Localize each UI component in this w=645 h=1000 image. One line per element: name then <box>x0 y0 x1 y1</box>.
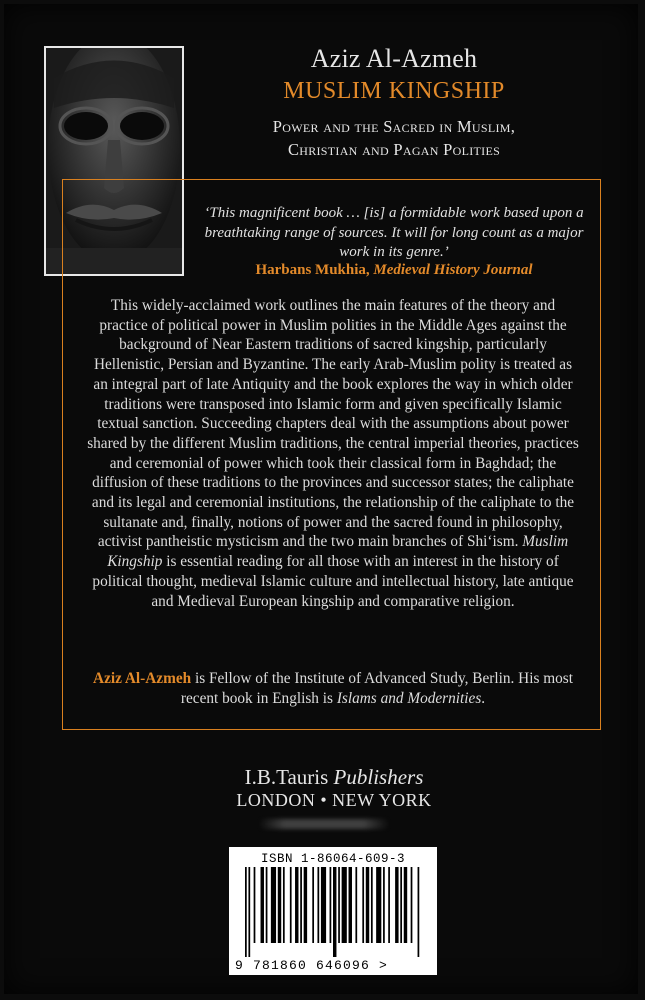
barcode-bar <box>342 867 347 943</box>
review-quote: ‘This magnificent book … [is] a formidable work based upon a breathtaking range of sources. It will for long count as a major work in its genre.’ <box>204 205 584 260</box>
barcode-bar <box>290 867 292 943</box>
subtitle-line-2: Christian and Pagan Polities <box>287 140 501 159</box>
book-subtitle <box>219 115 569 161</box>
book-back-cover <box>4 4 638 994</box>
barcode-bar <box>366 867 369 943</box>
barcode-bar <box>245 867 247 957</box>
barcode-bar <box>254 867 256 943</box>
barcode-bar <box>349 867 352 943</box>
quote-author: Harbans Mukhia, <box>255 262 370 278</box>
isbn-barcode <box>229 847 437 975</box>
barcode-bar <box>295 867 298 943</box>
barcode-bar <box>330 867 332 943</box>
barcode-bars <box>235 867 431 957</box>
barcode-bar <box>418 867 420 957</box>
barcode-bar <box>317 867 319 943</box>
barcode-bar <box>266 867 268 943</box>
barcode-bar <box>312 867 314 943</box>
isbn-label: ISBN 1-86064-609-3 <box>260 852 406 866</box>
barcode-bar <box>371 867 373 943</box>
barcode-bar <box>261 867 264 943</box>
barcode-bar <box>338 867 340 943</box>
book-description <box>86 296 580 611</box>
author-bio <box>86 669 580 708</box>
quote-attribution <box>194 262 594 279</box>
barcode-bar <box>283 867 285 943</box>
barcode-bar <box>300 867 302 943</box>
publisher-italic: Publishers <box>328 765 424 789</box>
barcode-bar <box>362 867 364 943</box>
publisher-website-blurred <box>259 819 389 829</box>
barcode-bar <box>404 867 407 943</box>
author-name: Aziz Al-Azmeh <box>310 44 478 73</box>
barcode-bar <box>400 867 402 943</box>
barcode-digits: 9 781860 646096 > <box>235 958 389 973</box>
subtitle-line-1: Power and the Sacred in Muslim, <box>272 117 516 136</box>
barcode-bar <box>376 867 381 943</box>
barcode-bar <box>321 867 326 943</box>
bio-end: . <box>481 689 486 707</box>
barcode-bar <box>383 867 385 943</box>
book-title: MUSLIM KINGSHIP <box>283 78 505 104</box>
barcode-bar <box>333 867 336 957</box>
barcode-bar <box>304 867 307 943</box>
barcode-bar <box>278 867 281 943</box>
bio-author-name: Aziz Al-Azmeh <box>93 670 192 687</box>
description-part-1: This widely-acclaimed work outlines the main features of the theory and practice of political power in Muslim polities in the Middle Ages against the background of Near Eastern traditions of sacred kingship, particularly Hellenistic, Persian and Byzantine. The early Arab-Muslim polity is treated as an integral part of late Antiquity and the book explores the way in which older traditions were transposed into Islamic form and given specifically Islamic textual sanction. Succeeding chapters deal with the assumptions about power shared by the different Muslim traditions, the central imperial theories, practices and ceremonial of power which took their classical form in Baghdad; the diffusion of these traditions to the provinces and successor states; the caliphate and its legal and ceremonial institutions, the relationship of the caliphate to the sultanate and, finally, notions of power and the sacred found in philosophy, activist pantheistic mysticism and the two main branches of Shi‘ism. <box>87 297 579 551</box>
bio-book-title: Islams and Modernities <box>336 689 482 707</box>
quote-journal: Medieval History Journal <box>373 262 533 278</box>
barcode-bar <box>411 867 413 943</box>
barcode-bar <box>388 867 390 943</box>
description-italic-title: Muslim Kingship <box>107 533 569 571</box>
bio-text: is Fellow of the Institute of Advanced Study, Berlin. His most recent book in English is <box>180 670 573 707</box>
barcode-bar <box>271 867 276 943</box>
barcode-bar <box>355 867 357 943</box>
barcode-bar <box>395 867 398 943</box>
publisher-main: I.B.Tauris <box>244 765 329 789</box>
publisher-name <box>194 766 474 789</box>
barcode-bar <box>248 867 250 957</box>
description-part-2: is essential reading for all those with an interest in the history of political thought, medieval Islamic culture and intellectual history, late antique and Medieval European kingship and comparative religion. <box>92 553 574 610</box>
publisher-cities: LONDON • NEW YORK <box>236 790 432 810</box>
